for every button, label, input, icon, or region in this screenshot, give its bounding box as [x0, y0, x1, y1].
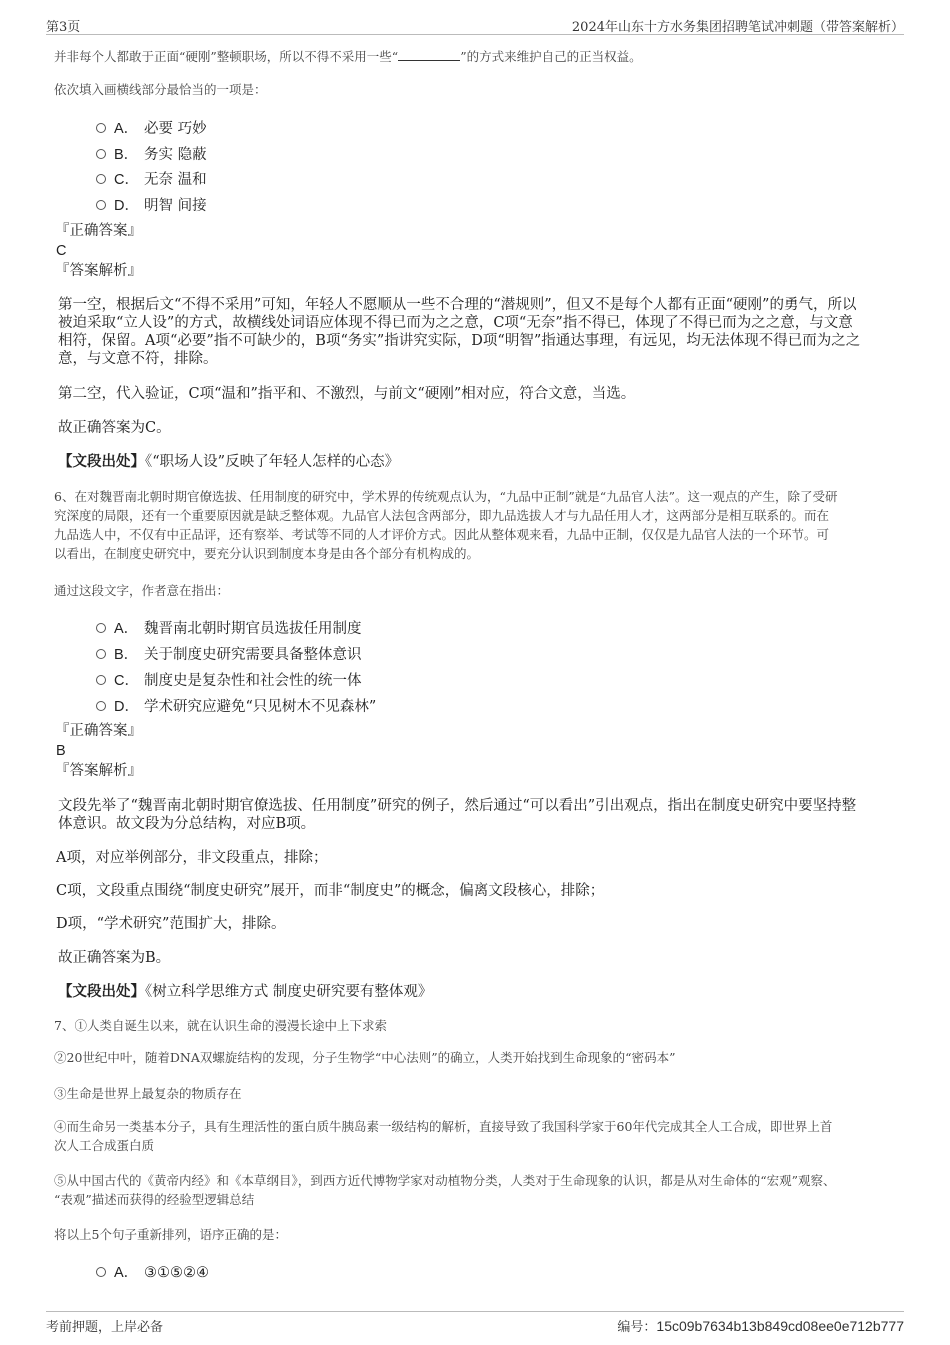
- option-key: B．: [114, 147, 139, 163]
- q6-analysis: [58, 797, 856, 833]
- q5-option-a[interactable]: [96, 117, 207, 137]
- q6-source: [58, 983, 432, 1001]
- option-key: C．: [114, 172, 139, 188]
- footer-code: [617, 1316, 904, 1335]
- q6-option-a[interactable]: [96, 617, 362, 637]
- q5-analysis-2: 第二空，代入验证，C项“温和”指平和、不激烈，与前文“硬刚”相对应，符合文意，当选。: [58, 386, 636, 402]
- stem-line: 九品选人中，不仅有中正品评，还有察举、考试等不同的人才评价方式。因此从整体观来看，九品中正制，仅仅是九品官人法的一个环节。可: [54, 527, 830, 542]
- option-text: 无奈 温和: [144, 172, 207, 188]
- option-key: A．: [114, 1265, 139, 1281]
- footer-slogan: 考前押题，上岸必备: [46, 1320, 164, 1335]
- q6-conclusion: 故正确答案为B。: [58, 950, 171, 966]
- radio-icon[interactable]: [96, 123, 106, 133]
- option-key: A．: [114, 121, 139, 137]
- radio-icon[interactable]: [96, 174, 106, 184]
- q6-option-c[interactable]: [96, 669, 362, 689]
- code-label: 编号：: [617, 1320, 657, 1335]
- q7-sentence-4: [54, 1117, 832, 1155]
- q6-stem: [54, 487, 838, 563]
- analysis-line: 第一空，根据后文“不得不采用”可知，年轻人不愿顺从一些不合理的“潜规则”，但又不是每个人都有正面“硬刚”的勇气，所以: [58, 297, 857, 313]
- q7-sentence-3: ③生命是世界上最复杂的物质存在: [54, 1086, 242, 1101]
- document-title: 2024年山东十方水务集团招聘笔试冲刺题（带答案解析）: [571, 20, 904, 35]
- q6-note-c: C项，文段重点围绕“制度史研究”展开，而非“制度史”的概念，偏离文段核心，排除；: [56, 883, 605, 899]
- q7-sentence-2: ②20世纪中叶，随着DNA双螺旋结构的发现，分子生物学“中心法则”的确立，人类开始找到生命现象的“密码本”: [54, 1050, 676, 1065]
- source-label: 【文段出处】: [58, 453, 145, 470]
- q5-source: [58, 453, 399, 471]
- source-text: 《“职场人设”反映了年轻人怎样的心态》: [145, 454, 400, 470]
- q5-stem: [54, 47, 642, 66]
- option-key: D．: [114, 699, 139, 715]
- q5-prompt: 依次填入画横线部分最恰当的一项是：: [54, 82, 267, 97]
- option-key: D．: [114, 198, 139, 214]
- analysis-line: 文段先举了“魏晋南北朝时期官僚选拔、任用制度”研究的例子，然后通过“可以看出”引出观点，指出在制度史研究中要坚持整: [58, 798, 857, 814]
- radio-icon[interactable]: [96, 649, 106, 659]
- analysis-line: 体意识。故文段为分总结构，对应B项。: [58, 816, 316, 832]
- q5-stem-after: ”的方式来维护自己的正当权益。: [460, 49, 642, 64]
- q6-answer: B: [56, 743, 66, 759]
- option-text: ③①⑤②④: [144, 1265, 209, 1281]
- radio-icon[interactable]: [96, 701, 106, 711]
- stem-line: 6、在对魏晋南北朝时期官僚选拔、任用制度的研究中，学术界的传统观点认为，“九品中正制”就是“九品官人法”。这一观点的产生，除了受研: [54, 489, 838, 504]
- stem-line: 究深度的局限，还有一个重要原因就是缺乏整体观。九品官人法包含两部分，即九品选拔人才与九品任用人才，这两部分是相互联系的。而在: [54, 508, 830, 523]
- option-text: 务实 隐蔽: [144, 147, 207, 163]
- q6-note-d: D项，“学术研究”范围扩大，排除。: [56, 916, 286, 932]
- option-text: 学术研究应避免“只见树木不见森林”: [144, 699, 377, 715]
- q6-answer-label: 『正确答案』: [55, 723, 142, 739]
- option-text: 制度史是复杂性和社会性的统一体: [144, 673, 362, 689]
- analysis-line: 意，与文意不符，排除。: [58, 351, 218, 367]
- radio-icon[interactable]: [96, 623, 106, 633]
- q5-conclusion: 故正确答案为C。: [58, 420, 171, 436]
- source-label: 【文段出处】: [58, 983, 145, 1000]
- q7-option-a[interactable]: [96, 1261, 209, 1281]
- sentence-line: ④而生命另一类基本分子，具有生理活性的蛋白质牛胰岛素一级结构的解析，直接导致了我国科学家于60年代完成其全人工合成，即世界上首: [54, 1119, 833, 1134]
- option-text: 必要 巧妙: [144, 121, 207, 137]
- source-text: 《树立科学思维方式 制度史研究要有整体观》: [145, 984, 433, 1000]
- analysis-line: 被迫采取“立人设”的方式，故横线处词语应体现不得已而为之之意，C项“无奈”指不得已，体现了不得已而为之之意，与文意: [58, 315, 853, 331]
- q7-sentence-5: [54, 1171, 836, 1209]
- q5-option-b[interactable]: [96, 143, 207, 163]
- q5-blank: [398, 48, 460, 61]
- radio-icon[interactable]: [96, 200, 106, 210]
- q6-prompt: 通过这段文字，作者意在指出：: [54, 583, 230, 598]
- option-text: 关于制度史研究需要具备整体意识: [144, 647, 362, 663]
- q5-analysis: [58, 296, 860, 368]
- q7-sentence-1: 7、①人类自诞生以来，就在认识生命的漫漫长途中上下求索: [54, 1018, 387, 1033]
- radio-icon[interactable]: [96, 1267, 106, 1277]
- q5-answer: C: [56, 243, 67, 259]
- analysis-line: 相符，保留。A项“必要”指不可缺少的，B项“务实”指讲究实际，D项“明智”指通达事理，有远见，均无法体现不得已而为之之: [58, 333, 861, 349]
- q6-note-a: A项，对应举例部分，非文段重点，排除；: [56, 850, 328, 866]
- code-value: 15c09b7634b13b849cd08ee0e712b777: [656, 1318, 904, 1334]
- option-key: A．: [114, 621, 139, 637]
- q6-option-d[interactable]: [96, 695, 376, 715]
- q7-prompt: 将以上5个句子重新排列，语序正确的是：: [54, 1227, 287, 1242]
- sentence-line: ⑤从中国古代的《黄帝内经》和《本草纲目》，到西方近代博物学家对动植物分类，人类对于生命现象的认识，都是从对生命体的“宏观”观察、: [54, 1173, 836, 1188]
- stem-line: 以看出，在制度史研究中，要充分认识到制度本身是由各个部分有机构成的。: [54, 546, 480, 561]
- option-text: 明智 间接: [144, 198, 207, 214]
- q5-option-c[interactable]: [96, 168, 207, 188]
- q6-analysis-label: 『答案解析』: [55, 763, 142, 779]
- radio-icon[interactable]: [96, 149, 106, 159]
- q6-option-b[interactable]: [96, 643, 362, 663]
- radio-icon[interactable]: [96, 675, 106, 685]
- page-number: 第3页: [46, 20, 81, 35]
- page-header: [46, 14, 904, 35]
- sentence-line: 次人工合成蛋白质: [54, 1138, 155, 1153]
- q5-stem-before: 并非每个人都敢于正面“硬刚”整顿职场，所以不得不采用一些“: [54, 49, 399, 64]
- q5-analysis-label: 『答案解析』: [55, 263, 142, 279]
- option-key: B．: [114, 647, 139, 663]
- sentence-line: “表观”描述而获得的经验型逻辑总结: [54, 1192, 255, 1207]
- q5-answer-label: 『正确答案』: [55, 223, 142, 239]
- q5-option-d[interactable]: [96, 194, 207, 214]
- page-footer: [46, 1311, 904, 1338]
- option-text: 魏晋南北朝时期官员选拔任用制度: [144, 621, 362, 637]
- option-key: C．: [114, 673, 139, 689]
